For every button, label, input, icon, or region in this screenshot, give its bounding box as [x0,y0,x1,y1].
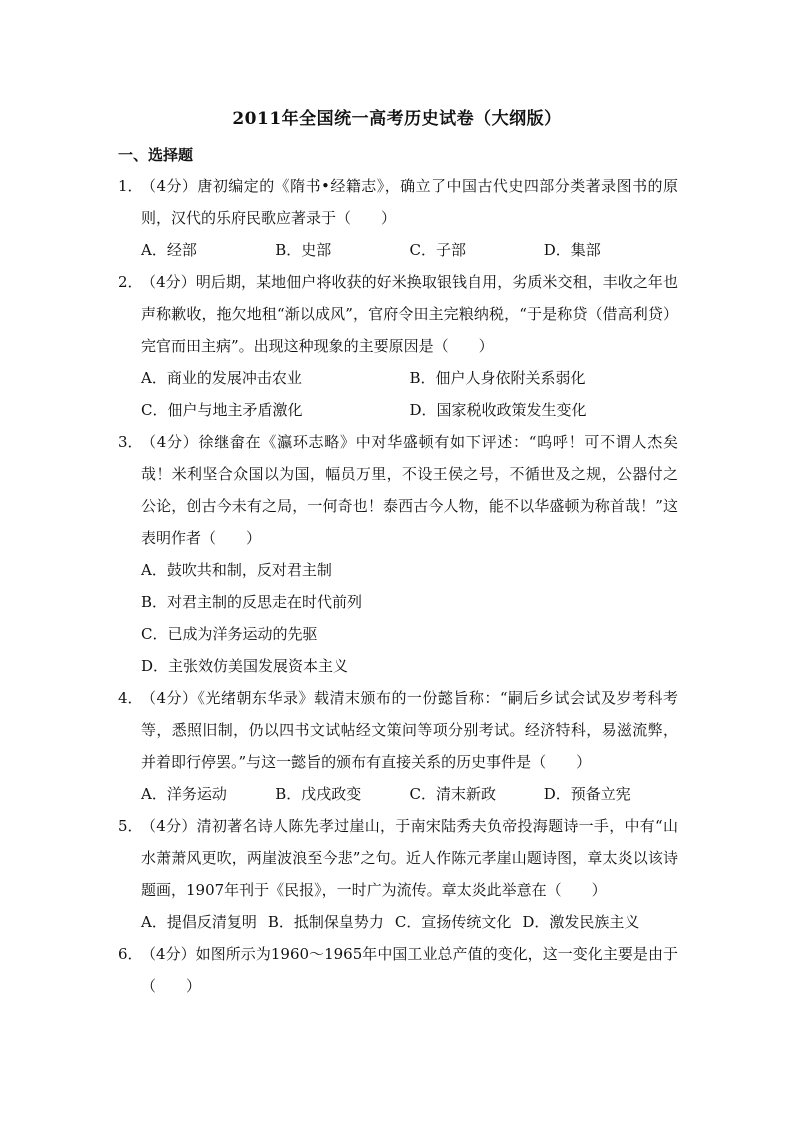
option-b: B．抵制保皇势力 [267,913,384,931]
question-stem: （4分）唐初编定的《隋书•经籍志》，确立了中国古代史四部分类著录图书的原则，汉代的乐府民歌应著录于（ ） [141,177,678,227]
question-number: 4． [118,689,143,707]
question-number: 5． [118,817,143,835]
option-c: C．已成为洋务运动的先驱 [141,625,318,643]
exam-title: 2011年全国统一高考历史试卷（大纲版） [232,109,562,129]
question-2 [118,266,678,362]
option-d: D．集部 [543,241,601,259]
question-2-options-row1 [118,362,678,394]
question-2-options-row2 [118,394,678,426]
question-number: 3． [118,433,143,451]
question-stem: （4分）清初著名诗人陈先孝过崖山，于南宋陆秀夫负帝投海题诗一手，中有“山水萧萧风更吹，两崖波浪至今悲”之句。近人作陈元孝崖山题诗图，章太炎以该诗题画，1907年刊于《民报》，一时广为流传。章太炎此举意在（ ） [141,817,678,899]
option-a: A．洋务运动 [141,785,227,803]
option-b: B．对君主制的反思走在时代前列 [141,593,363,611]
option-b: B．史部 [275,241,332,259]
question-stem: （4分）明后期，某地佃户将收获的好米换取银钱自用，劣质米交租，丰收之年也声称歉收，拖欠地租“渐以成风”，官府令田主完粮纳税，“于是称贷（借高利贷）完官而田主病”。出现这种现象的主要原因是（ ） [141,273,678,355]
option-b: B．佃户人身依附关系弱化 [409,369,586,387]
option-a: A．提倡反清复明 [141,913,257,931]
option-c: C．宣扬传统文化 [394,913,512,931]
question-5-options [118,906,678,938]
question-3-options [118,554,678,682]
option-d: D．激发民族主义 [522,913,640,931]
option-c: C．清末新政 [409,785,496,803]
question-stem: （4分）《光绪朝东华录》载清末颁布的一份懿旨称：“嗣后乡试会试及岁考科考等，悉照旧制，仍以四书文试帖经文策问等项分别考试。经济特科，易滋流弊，并着即行停罢。”与这一懿旨的颁布有直接关系的历史事件是（ ） [141,689,678,771]
option-b: B．戊戌政变 [275,785,362,803]
question-4-options [118,778,678,810]
question-number: 1． [118,177,143,195]
question-1 [118,170,678,234]
option-c: C．佃户与地主矛盾激化 [141,401,303,419]
question-number: 2． [118,273,143,291]
section-heading: 一、选择题 [118,146,194,164]
question-6 [118,938,678,1002]
option-a: A．经部 [141,241,197,259]
question-number: 6． [118,945,143,963]
option-d: D．主张效仿美国发展资本主义 [141,657,349,675]
option-d: D．预备立宪 [543,785,631,803]
option-a: A．商业的发展冲击农业 [141,369,302,387]
question-stem: （4分）徐继畲在《瀛环志略》中对华盛顿有如下评述：“呜呼！可不谓人杰矣哉！米利坚合众国以为国，幅员万里，不设王侯之号，不循世及之规，公器付之公论，创古今未有之局，一何奇也！泰西古今人物，能不以华盛顿为称首哉！”这表明作者（ ） [141,433,678,547]
question-3 [118,426,678,554]
question-5 [118,810,678,906]
option-a: A．鼓吹共和制，反对君主制 [141,561,332,579]
option-c: C．子部 [409,241,466,259]
question-stem: （4分）如图所示为1960～1965年中国工业总产值的变化，这一变化主要是由于（ ） [141,945,678,995]
question-list [118,170,678,1002]
option-d: D．国家税收政策发生变化 [409,401,587,419]
question-4 [118,682,678,778]
question-1-options [118,234,678,266]
